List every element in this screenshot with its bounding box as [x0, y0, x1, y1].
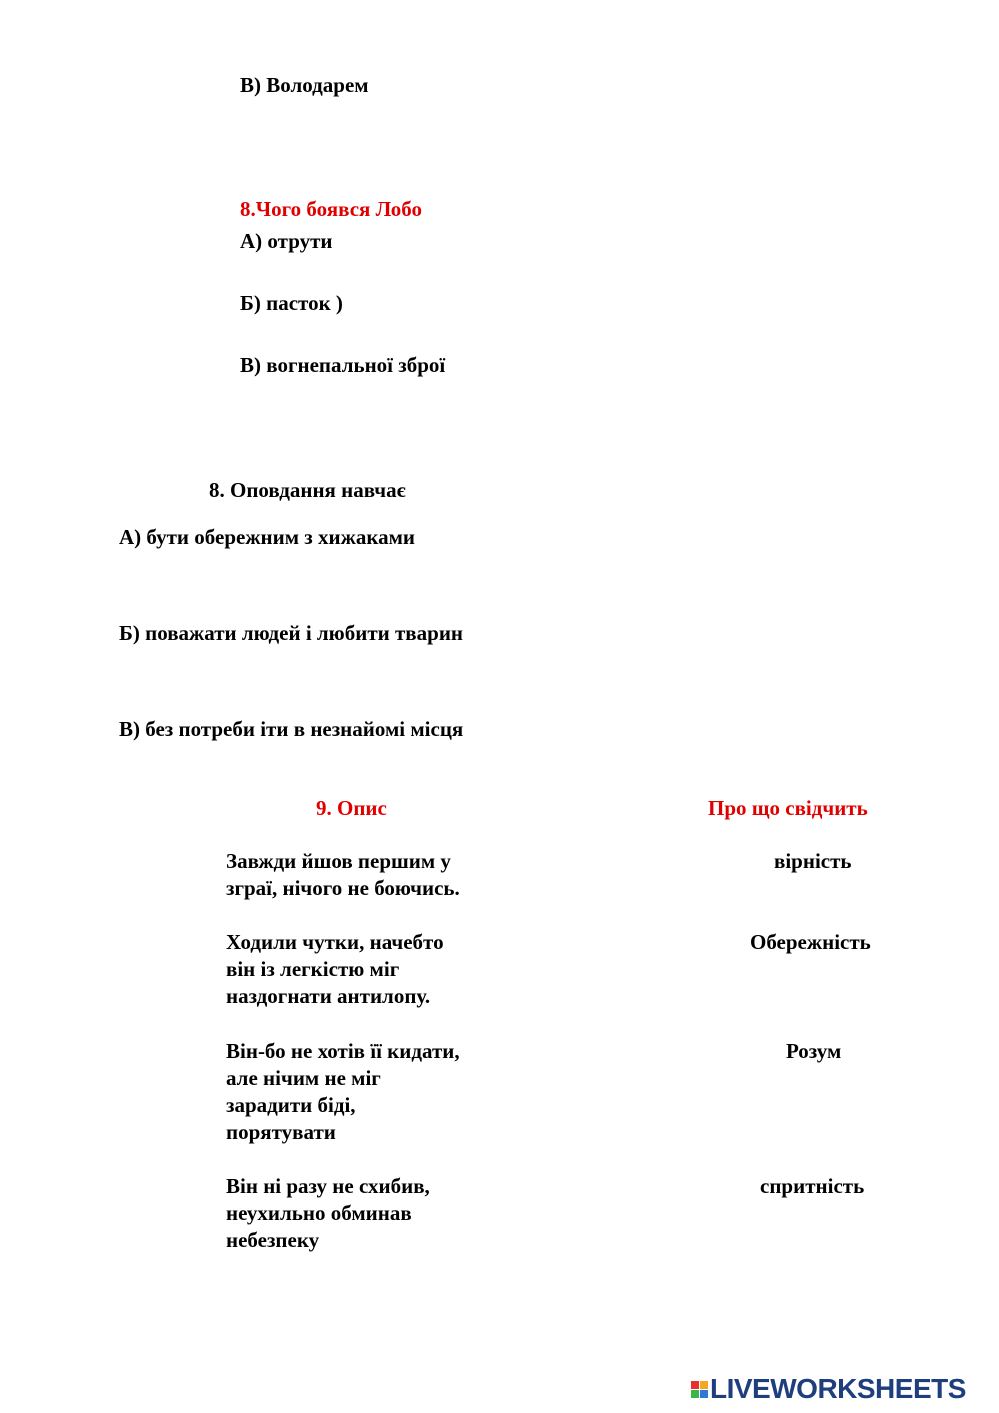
- description-line: Він-бо не хотів її кидати,: [226, 1039, 460, 1063]
- description-line: зарадити біді,: [226, 1093, 356, 1117]
- description-line: небезпеку: [226, 1228, 320, 1252]
- q8a-option-b: Б) пасток ): [240, 291, 343, 315]
- q9-header-trait: Про що свідчить: [708, 796, 868, 820]
- q7-option-c: В) Володарем: [240, 73, 369, 97]
- description-line: він із легкістю міг: [226, 957, 400, 981]
- q9-description-3: [226, 1038, 460, 1146]
- q9-trait-3: Розум: [786, 1039, 842, 1063]
- description-line: Завжди йшов першим у: [226, 849, 451, 873]
- q8b-option-b: Б) поважати людей і любити тварин: [119, 621, 464, 645]
- description-line: наздогнати антилопу.: [226, 984, 431, 1008]
- q9-description-1: [226, 848, 460, 902]
- description-line: порятувати: [226, 1120, 336, 1144]
- liveworksheets-logo: [691, 1373, 966, 1404]
- q8b-option-c: В) без потреби іти в незнайомі місця: [119, 717, 464, 741]
- q8a-option-c: В) вогнепальної зброї: [240, 353, 446, 377]
- logo-square: [700, 1381, 708, 1389]
- liveworksheets-logo-text: LIVEWORKSHEETS: [710, 1373, 966, 1404]
- q9-description-4: [226, 1173, 430, 1254]
- q9-description-2: [226, 929, 444, 1010]
- q8b-title: 8. Оповдання навчає: [209, 478, 406, 502]
- logo-square: [700, 1390, 708, 1398]
- description-line: неухильно обминав: [226, 1201, 412, 1225]
- q8b-option-a: А) бути обережним з хижаками: [119, 525, 415, 549]
- description-line: але нічим не міг: [226, 1066, 381, 1090]
- q9-trait-1: вірність: [774, 849, 852, 873]
- description-line: Він ні разу не схибив,: [226, 1174, 430, 1198]
- q9-header-description: 9. Опис: [316, 796, 387, 820]
- q9-trait-2: Обережність: [750, 930, 871, 954]
- q9-trait-4: спритність: [760, 1174, 865, 1198]
- q8a-title: 8.Чого боявся Лобо: [240, 197, 422, 221]
- description-line: зграї, нічого не боючись.: [226, 876, 460, 900]
- description-line: Ходили чутки, начебто: [226, 930, 444, 954]
- logo-square: [691, 1381, 699, 1389]
- logo-square: [691, 1390, 699, 1398]
- q8a-option-a: А) отрути: [240, 229, 333, 253]
- liveworksheets-logo-icon: [691, 1381, 708, 1398]
